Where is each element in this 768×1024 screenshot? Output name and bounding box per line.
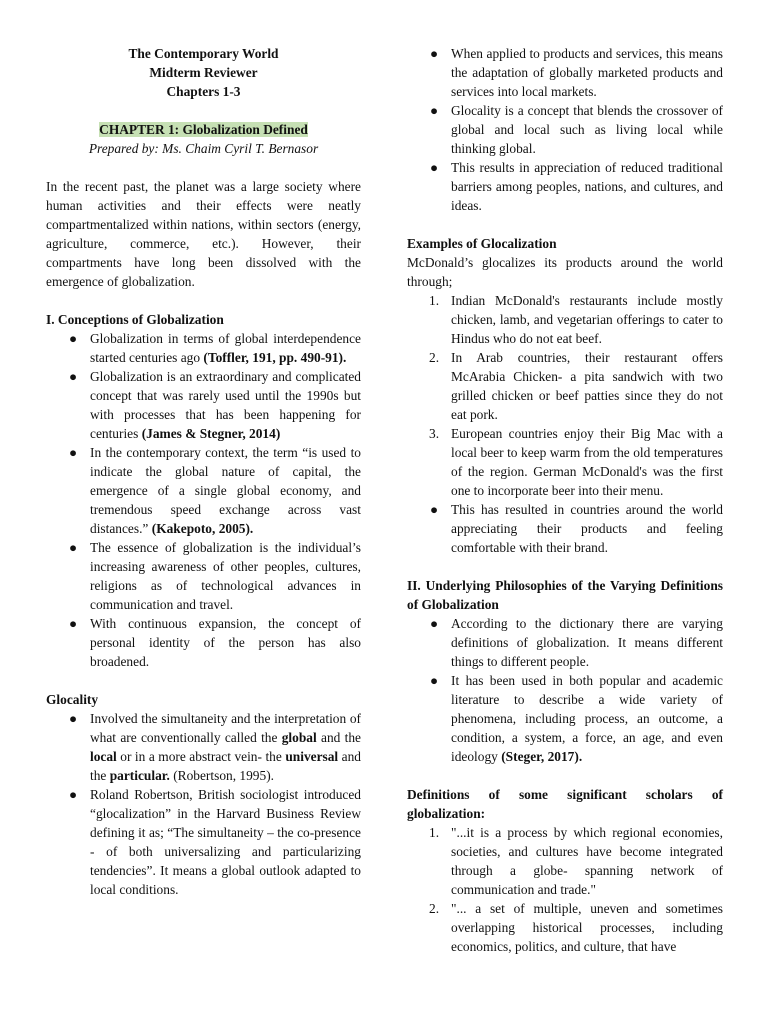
list-item: ● Globalization in terms of global interdependence started centuries ago (Toffler, 191, pp. 490-91). bbox=[69, 331, 361, 365]
section-heading-definitions: Definitions of some significant scholars of globalization: bbox=[407, 787, 723, 821]
list-item: 3. European countries enjoy their Big Mac with a local beer to keep warm from the old temperatures of the region. German McDonald's was the first one to incorporate beer into their menu. bbox=[429, 426, 723, 498]
bullet-icon: ● bbox=[430, 160, 439, 175]
document-subtitle: Midterm Reviewer bbox=[149, 65, 258, 80]
list-item: ● This has resulted in countries around the world appreciating their products and feeling comfortable with their brand. bbox=[430, 502, 723, 555]
definitions-list bbox=[407, 823, 723, 956]
section-heading-glocality: Glocality bbox=[46, 692, 99, 707]
list-item: ● Roland Robertson, British sociologist introduced “glocalization” in the Harvard Business Review defining it as; “The simultaneity – the co-presence - of both universalizing and particularizing tendencies”. It means a global outlook adapted to local conditions. bbox=[69, 787, 361, 897]
list-item: 2. In Arab countries, their restaurant offers McArabia Chicken- a pita sandwich with two grilled chicken or beef patties since they do not eat pork. bbox=[429, 350, 723, 422]
bullet-icon: ● bbox=[430, 46, 439, 61]
list-number: 3. bbox=[429, 426, 440, 441]
list-number: 2. bbox=[429, 901, 440, 916]
intro-paragraph: In the recent past, the planet was a large society where human activities and their effects were neatly compartmentalized within nations, within sectors (energy, agriculture, commerce, etc.). However, their compartments have long been dissolved with the emergence of globalization. bbox=[46, 179, 361, 289]
bullet-icon: ● bbox=[69, 711, 78, 726]
list-item: ● When applied to products and services, this means the adaptation of globally marketed products and services into local markets. bbox=[430, 46, 723, 99]
glocality-list bbox=[46, 709, 361, 899]
list-item: ● With continuous expansion, the concept of personal identity of the person has also broadened. bbox=[69, 616, 361, 669]
right-column bbox=[407, 44, 723, 956]
bullet-icon: ● bbox=[430, 616, 439, 631]
list-item: ● This results in appreciation of reduced traditional barriers among peoples, nations, and cultures, and ideas. bbox=[430, 160, 723, 213]
glocality-list-continued bbox=[407, 44, 723, 215]
list-item: 1. Indian McDonald's restaurants include mostly chicken, lamb, and vegetarian offerings to cater to Hindus who do not eat beef. bbox=[429, 293, 723, 346]
list-item: ● It has been used in both popular and academic literature to describe a wide variety of phenomena, including process, an outcome, a condition, a system, a force, an age, and even ideology (Steger, 2017). bbox=[430, 673, 723, 764]
bullet-icon: ● bbox=[69, 787, 78, 802]
list-item: ● Glocality is a concept that blends the crossover of global and local such as living local while thinking global. bbox=[430, 103, 723, 156]
bullet-icon: ● bbox=[69, 540, 78, 555]
list-item: ● According to the dictionary there are varying definitions of globalization. It means different things to different people. bbox=[430, 616, 723, 669]
list-item: ● Globalization is an extraordinary and complicated concept that was rarely used until the 1990s but with processes that has been happening for centuries (James & Stegner, 2014) bbox=[69, 369, 361, 441]
list-item: ● The essence of globalization is the individual’s increasing awareness of other peoples, cultures, religions as of technological advances in communication and travel. bbox=[69, 540, 361, 612]
section-heading-conceptions: I. Conceptions of Globalization bbox=[46, 312, 224, 327]
bullet-icon: ● bbox=[430, 103, 439, 118]
list-item: ● Involved the simultaneity and the interpretation of what are conventionally called the global and the local or in a more abstract vein- the universal and the particular. (Robertson, 1995). bbox=[69, 711, 361, 783]
examples-bullet-list bbox=[407, 500, 723, 557]
philosophies-list bbox=[407, 614, 723, 766]
chapter-heading: CHAPTER 1: Globalization Defined bbox=[99, 122, 308, 137]
bullet-icon: ● bbox=[430, 673, 439, 688]
document-chapters: Chapters 1-3 bbox=[166, 84, 241, 99]
bullet-icon: ● bbox=[69, 616, 78, 631]
examples-list bbox=[407, 291, 723, 500]
bullet-icon: ● bbox=[69, 369, 78, 384]
bullet-icon: ● bbox=[430, 502, 439, 517]
list-item: 2. "... a set of multiple, uneven and sometimes overlapping historical processes, including economics, politics, and culture, that have bbox=[429, 901, 723, 954]
list-number: 1. bbox=[429, 825, 440, 840]
section-heading-philosophies: II. Underlying Philosophies of the Varying Definitions of Globalization bbox=[407, 578, 723, 612]
list-item: ● In the contemporary context, the term “is used to indicate the global nature of capital, the emergence of a single global economy, and tremendous speed exchange across vast distances.” (Kakepoto, 2005). bbox=[69, 445, 361, 536]
examples-intro: McDonald’s glocalizes its products around the world through; bbox=[407, 255, 723, 289]
list-number: 2. bbox=[429, 350, 440, 365]
conceptions-list bbox=[46, 329, 361, 671]
left-column bbox=[46, 44, 361, 899]
document-title: The Contemporary World bbox=[128, 46, 279, 61]
prepared-by: Prepared by: Ms. Chaim Cyril T. Bernasor bbox=[88, 141, 319, 156]
bullet-icon: ● bbox=[69, 331, 78, 346]
list-item: 1. "...it is a process by which regional economies, societies, and cultures have become integrated through a globe- spanning network of communication and trade." bbox=[429, 825, 723, 897]
section-heading-examples: Examples of Glocalization bbox=[407, 236, 557, 251]
list-number: 1. bbox=[429, 293, 440, 308]
bullet-icon: ● bbox=[69, 445, 78, 460]
